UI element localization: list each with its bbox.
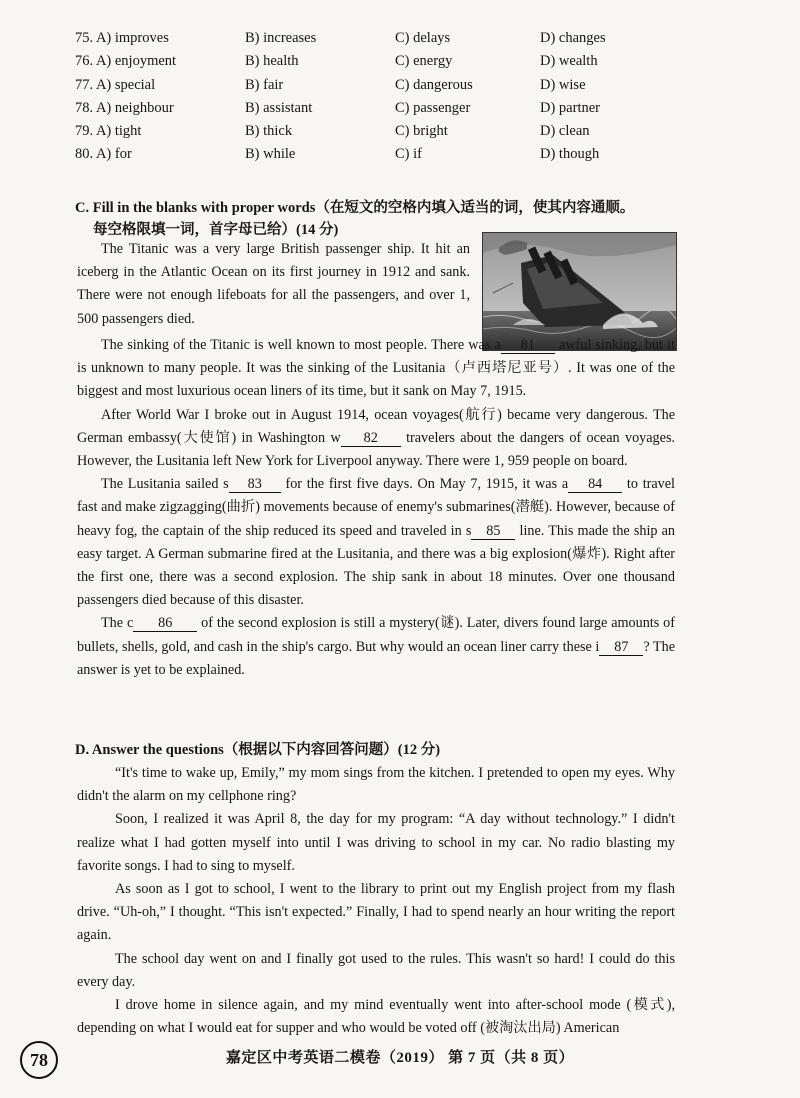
option-row xyxy=(75,97,695,120)
passage-d-paragraph-2: Soon, I realized it was April 8, the day for my program: “A day without technology.” I didn't realize what I had gotten myself into until I was driving to school in my car. No radio blasting my favorite songs. I had to sing to myself. xyxy=(77,811,675,874)
passage-c-body xyxy=(77,334,675,682)
option-c: C) energy xyxy=(395,53,453,70)
option-d: D) though xyxy=(540,146,600,163)
option-c: C) passenger xyxy=(395,99,471,116)
option-b: B) assistant xyxy=(245,99,313,116)
options-table xyxy=(75,27,695,167)
passage-c-paragraph-3 xyxy=(77,404,675,474)
section-d-heading: D. Answer the questions（根据以下内容回答问题）(12 分) xyxy=(75,742,441,758)
option-b: B) health xyxy=(245,53,299,70)
section-c-heading: C. Fill in the blanks with proper words（在短文的空格内填入适当的词，使其内容通顺。 xyxy=(75,200,635,216)
blank-86[interactable]: 86 xyxy=(133,615,197,632)
passage-c-paragraph-2 xyxy=(77,334,675,404)
option-b: B) thick xyxy=(245,123,293,140)
passage-c-paragraph-4 xyxy=(77,473,675,612)
blank-82[interactable]: 82 xyxy=(341,430,401,447)
option-d: D) partner xyxy=(540,99,600,116)
option-d: D) wise xyxy=(540,76,586,93)
blank-81[interactable]: 81 xyxy=(501,337,555,354)
text-run: travelers about the dangers of ocean voyages. However, the Lusitania left New York for Liverpool anyway. There were 1, 959 people on board. xyxy=(77,429,676,470)
text-run: for the first five days. On May 7, 1915, it was a xyxy=(285,476,569,493)
option-b: B) fair xyxy=(245,76,284,93)
passage-c-paragraph-5 xyxy=(77,612,675,682)
option-c: C) bright xyxy=(395,123,448,140)
option-row xyxy=(75,143,695,166)
text-run: After World War I broke out in August 1914, ocean voyages(航行) became very dangerous. The German embassy(大使馆) in Washington w xyxy=(77,406,675,446)
option-row xyxy=(75,27,695,50)
option-d: D) wealth xyxy=(540,53,598,70)
passage-d-paragraph-5: I drove home in silence again, and my mind eventually went into after-school mode (模式), depending on what I would eat for supper and who would be voted off (被淘汰出局) American xyxy=(77,997,675,1037)
text-run: ? The answer is yet to be explained. xyxy=(77,638,675,678)
option-b: B) increases xyxy=(245,30,317,46)
text-run: The Lusitania sailed s xyxy=(101,476,229,493)
text-run: The c xyxy=(101,615,134,632)
blank-87[interactable]: 87 xyxy=(599,639,643,656)
page-footer: 嘉定区中考英语二模卷（2019） 第 7 页（共 8 页） xyxy=(225,1050,575,1066)
option-a: 78. A) neighbour xyxy=(75,99,174,116)
option-row xyxy=(75,120,695,143)
section-c-subheading: 每空格限填一词，首字母已给）(14 分) xyxy=(93,222,339,238)
option-a: 79. A) tight xyxy=(75,123,142,140)
option-row xyxy=(75,50,695,73)
option-a: 77. A) special xyxy=(75,76,156,93)
text-run: awful sinking, but it is unknown to many people. It was the sinking of the Lusitania（卢西塔尼亚号）. It was one of the biggest and most luxurious ocean liners of its time, but it sank on May 7, 1915. xyxy=(77,337,675,400)
text-run: to travel fast and make zigzagging(曲折) movements because of enemy's submarines(潜艇). However, because of heavy fog, the captain of the ship reduced its speed and traveled in s xyxy=(77,476,675,539)
passage-c-paragraph-1: The Titanic was a very large British passenger ship. It hit an iceberg in the Atlantic Ocean on its first journey in 1912 and sank. There were not enough lifeboats for all the passengers, and over 1, 500 passengers died. xyxy=(77,241,470,327)
ship-illustration xyxy=(483,233,676,350)
blank-84[interactable]: 84 xyxy=(568,476,622,493)
text-run: line. This made the ship an easy target. A German submarine fired at the Lusitania, and there was a big explosion(爆炸). Right after the first one, there was a second explosion. The ship sank in about 18 minutes. Over one thousand passengers died because of this disaster. xyxy=(77,522,676,609)
option-c: C) if xyxy=(395,146,422,163)
passage-d-paragraph-1: “It's time to wake up, Emily,” my mom sings from the kitchen. I pretended to open my eyes. Why didn't the alarm on my cellphone ring? xyxy=(77,765,675,805)
passage-d-paragraph-4: The school day went on and I finally got used to the rules. This wasn't so hard! I could do this every day. xyxy=(77,950,675,990)
blank-85[interactable]: 85 xyxy=(471,523,515,540)
option-a: 75. A) improves xyxy=(75,30,169,46)
option-b: B) while xyxy=(245,146,296,163)
passage-c-intro xyxy=(77,238,470,331)
blank-83[interactable]: 83 xyxy=(229,476,281,493)
option-d: D) changes xyxy=(540,30,606,46)
option-a: 80. A) for xyxy=(75,146,132,163)
option-c: C) dangerous xyxy=(395,76,473,93)
text-run: of the second explosion is still a mystery(谜). Later, divers found large amounts of bullets, shells, gold, and cash in the ship's cargo. But why would an ocean liner carry these i xyxy=(77,615,675,655)
page-badge: 78 xyxy=(20,1041,58,1079)
text-run: The sinking of the Titanic is well known to most people. There was a xyxy=(101,337,501,353)
option-c: C) delays xyxy=(395,30,451,46)
passage-d xyxy=(77,762,675,1040)
passage-d-paragraph-3: As soon as I got to school, I went to the library to print out my English project from my flash drive. “Uh-oh,” I thought. “This isn't expected.” Finally, I had to spend nearly an hour writing the report again. xyxy=(77,881,675,944)
option-row xyxy=(75,74,695,97)
option-d: D) clean xyxy=(540,123,590,140)
option-a: 76. A) enjoyment xyxy=(75,53,177,70)
